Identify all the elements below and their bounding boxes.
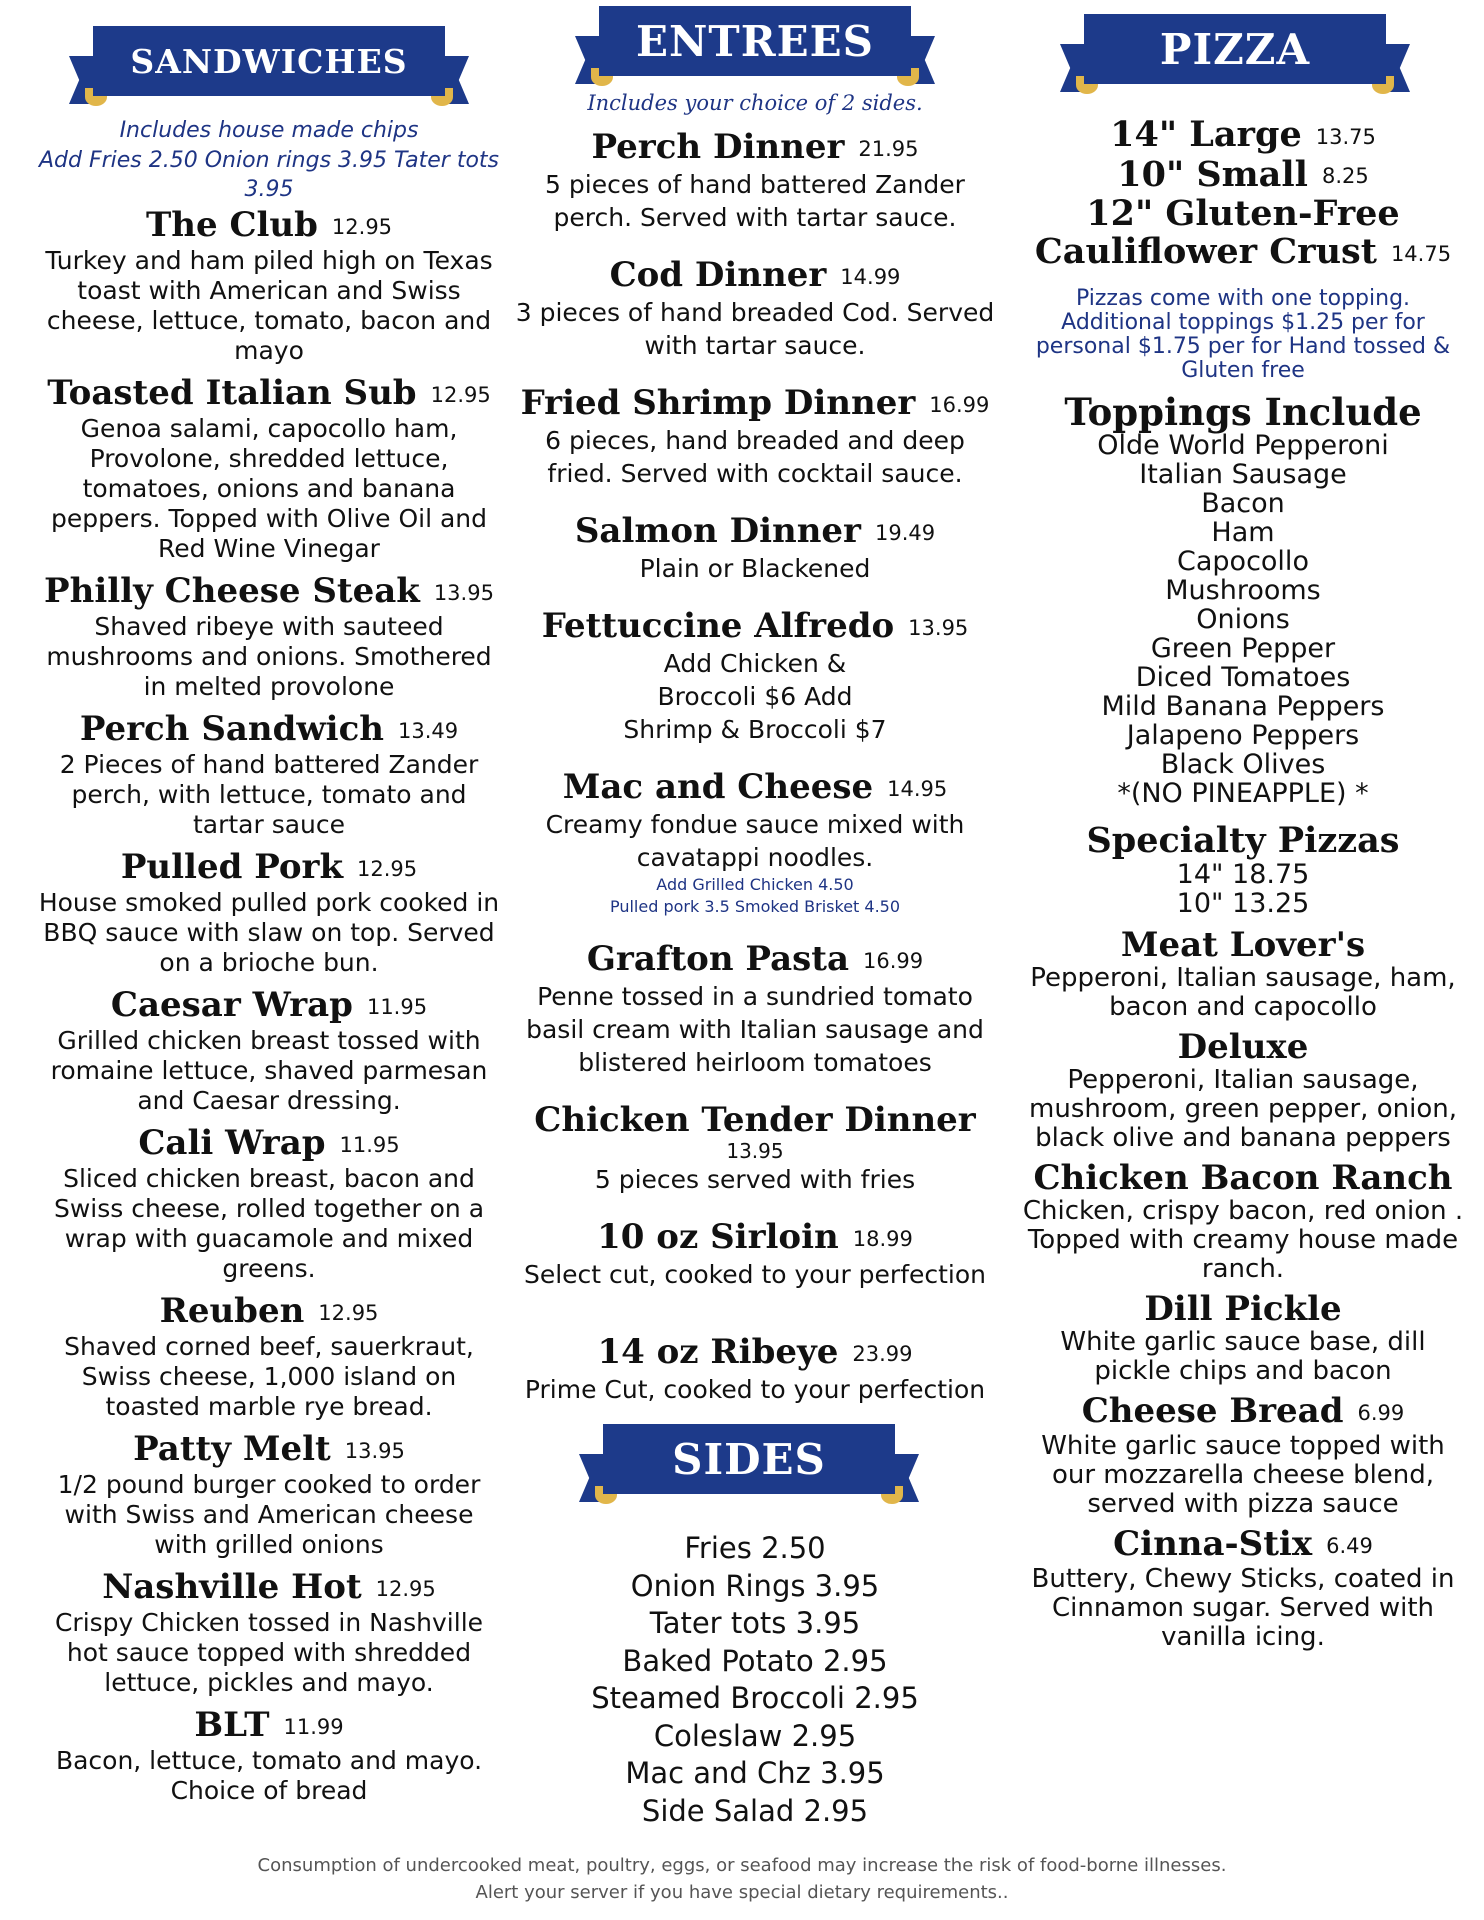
sandwiches-column (36, 0, 502, 1814)
size-price: 8.25 (1321, 164, 1369, 188)
item-name: BLT (194, 1705, 270, 1745)
item-description: Crispy Chicken tossed in Nashville hot sauce topped with shredded lettuce, pickles and mayo. (54, 1608, 484, 1697)
item-name: 14 oz Ribeye (597, 1332, 839, 1372)
side-item: Tater tots 3.95 (649, 1606, 861, 1640)
item-name: Nashville Hot (102, 1567, 362, 1607)
item-price: 13.95 (433, 581, 494, 605)
item-name: Meat Lover's (1120, 924, 1366, 965)
item-price: 12.95 (318, 1301, 379, 1325)
item-price: 21.95 (858, 137, 919, 161)
item-description: 5 pieces of hand battered Zander perch. Served with tartar sauce. (545, 170, 965, 232)
item-name: Dill Pickle (1144, 1288, 1342, 1329)
item-name: Cali Wrap (138, 1123, 326, 1163)
item-description: Plain or Blackened (639, 554, 871, 583)
toppings-title: Toppings Include (1064, 389, 1422, 434)
item-price: 12.95 (357, 857, 418, 881)
side-item: Side Salad 2.95 (641, 1793, 869, 1828)
size-price: 13.75 (1315, 124, 1376, 149)
menu-item (36, 710, 502, 840)
item-description: Buttery, Chewy Sticks, coated in Cinnamon sugar. Served with vanilla icing. (1031, 1563, 1455, 1652)
item-description: Penne tossed in a sundried tomato basil cream with Italian sausage and blistered heirloom tomatoes (526, 982, 984, 1077)
item-name: The Club (145, 205, 318, 245)
topping-item: Jalapeno Peppers (1126, 719, 1360, 751)
side-item: Coleslaw 2.95 (653, 1718, 857, 1753)
sandwiches-title: SANDWICHES (93, 26, 445, 96)
menu-item (1020, 1290, 1466, 1386)
item-price: 11.99 (283, 1715, 344, 1739)
menu-item (512, 768, 998, 918)
topping-item: Black Olives (1160, 748, 1326, 780)
item-price: 14.99 (840, 265, 901, 289)
menu-item (1020, 1392, 1466, 1519)
entrees-banner (575, 6, 935, 86)
menu-item (512, 1218, 998, 1291)
side-item: Onion Rings 3.95 (630, 1568, 880, 1603)
item-price: 13.95 (344, 1439, 405, 1463)
pizza-topping-note: Pizzas come with one topping. Additional toppings $1.25 per for personal $1.75 per for Hand tossed & Gluten free (1035, 285, 1451, 383)
menu-item (36, 374, 502, 564)
item-name: Mac and Cheese (562, 767, 874, 807)
pizza-banner (1060, 14, 1410, 94)
topping-item: Olde World Pepperoni (1097, 429, 1389, 461)
topping-item: Mushrooms (1165, 574, 1321, 606)
menu-item (512, 940, 998, 1079)
item-description: Turkey and ham piled high on Texas toast with American and Swiss cheese, lettuce, tomato, bacon and mayo (45, 246, 493, 365)
item-description: Shaved corned beef, sauerkraut, Swiss cheese, 1,000 island on toasted marble rye bread. (64, 1332, 474, 1421)
item-name: Deluxe (1177, 1026, 1309, 1067)
item-addon: Add Grilled Chicken 4.50 (656, 875, 854, 894)
specialty-price-small: 10" 13.25 (1176, 887, 1310, 919)
topping-item: Mild Banana Peppers (1101, 690, 1385, 722)
item-price: 11.95 (339, 1133, 400, 1157)
item-price: 13.49 (398, 719, 459, 743)
item-description: Bacon, lettuce, tomato and mayo. Choice of bread (55, 1746, 483, 1805)
item-name: Grafton Pasta (586, 939, 849, 979)
item-name: Perch Dinner (591, 127, 845, 167)
topping-item: Diced Tomatoes (1135, 661, 1351, 693)
entrees-title: ENTREES (599, 6, 911, 76)
size-name: 12" Gluten-Free Cauliflower Crust (1034, 193, 1400, 272)
side-item: Baked Potato 2.95 (622, 1643, 888, 1678)
item-price: 19.49 (874, 521, 936, 545)
item-price: 16.99 (862, 949, 924, 973)
item-price: 6.99 (1357, 1400, 1405, 1425)
item-description: 6 pieces, hand breaded and deep fried. Served with cocktail sauce. (545, 426, 965, 488)
menu-item (36, 848, 502, 978)
item-name: Fried Shrimp Dinner (520, 383, 916, 423)
item-description: Sliced chicken breast, bacon and Swiss cheese, rolled together on a wrap with guacamole and mixed greens. (53, 1164, 485, 1283)
toppings-list (1020, 431, 1466, 808)
item-description: 2 Pieces of hand battered Zander perch, with lettuce, tomato and tartar sauce (59, 750, 479, 839)
pizza-sizes (1020, 116, 1466, 273)
entrees-column (512, 0, 998, 1830)
menu-item (36, 206, 502, 366)
item-description: White garlic sauce topped with our mozzarella cheese blend, served with pizza sauce (1041, 1430, 1445, 1519)
item-name: Cinna-Stix (1113, 1523, 1313, 1564)
menu-item (512, 384, 998, 490)
item-name: Perch Sandwich (79, 709, 384, 749)
menu-item (36, 1292, 502, 1422)
item-description: Grilled chicken breast tossed with romaine lettuce, shaved parmesan and Caesar dressing. (50, 1026, 488, 1115)
item-description: 5 pieces served with fries (594, 1165, 916, 1194)
size-name: 10" Small (1117, 153, 1308, 195)
item-price: 23.99 (852, 1342, 913, 1366)
item-description: 3 pieces of hand breaded Cod. Served with tartar sauce. (515, 298, 995, 360)
item-price: 16.99 (929, 393, 990, 417)
item-description: Chicken, crispy bacon, red onion . Topped with creamy house made ranch. (1022, 1195, 1464, 1284)
footer-line: Consumption of undercooked meat, poultry, eggs, or seafood may increase the risk of food-borne illnesses. (257, 1855, 1227, 1876)
pizza-column (1020, 0, 1466, 1658)
item-description: Prime Cut, cooked to your perfection (524, 1375, 986, 1404)
item-name: Toasted Italian Sub (47, 373, 417, 413)
menu-item (1020, 926, 1466, 1022)
topping-item: Bacon (1201, 487, 1285, 519)
item-name: Salmon Dinner (574, 511, 861, 551)
menu-item (36, 1124, 502, 1284)
item-price: 18.99 (852, 1227, 913, 1251)
item-price: 12.95 (331, 215, 393, 239)
entrees-note: Includes your choice of 2 sides. (587, 91, 923, 115)
item-price: 13.95 (726, 1139, 784, 1163)
menu-item (36, 572, 502, 702)
item-description: Creamy fondue sauce mixed with cavatappi noodles. (545, 810, 965, 872)
item-name: Reuben (159, 1291, 305, 1331)
item-addon: Pulled pork 3.5 Smoked Brisket 4.50 (609, 897, 901, 916)
item-name: Cod Dinner (609, 255, 827, 295)
menu-item (36, 1568, 502, 1698)
item-name: Pulled Pork (120, 847, 344, 887)
menu-item (1020, 1028, 1466, 1153)
specialty-price-large: 14" 18.75 (1176, 858, 1310, 890)
item-name: Caesar Wrap (110, 985, 353, 1025)
topping-item: *(NO PINEAPPLE) * (1117, 777, 1369, 809)
item-description: Select cut, cooked to your perfection (523, 1260, 987, 1289)
topping-item: Italian Sausage (1139, 458, 1347, 490)
menu-item (36, 1706, 502, 1806)
item-description: House smoked pulled pork cooked in BBQ sauce with slaw on top. Served on a brioche bun. (38, 888, 500, 977)
sandwiches-note-addons: Add Fries 2.50 Onion rings 3.95 Tater tots 3.95 (38, 148, 499, 202)
menu-item (512, 256, 998, 362)
item-price: 11.95 (366, 995, 428, 1019)
item-name: 10 oz Sirloin (597, 1217, 839, 1257)
topping-item: Capocollo (1177, 545, 1309, 577)
item-description: Shaved ribeye with sauteed mushrooms and onions. Smothered in melted provolone (46, 612, 492, 701)
item-description: Pepperoni, Italian sausage, ham, bacon and capocollo (1030, 962, 1456, 1022)
menu-item (36, 986, 502, 1116)
side-item: Mac and Chz 3.95 (625, 1756, 885, 1790)
item-price: 14.95 (887, 777, 948, 801)
sides-title: SIDES (603, 1424, 895, 1494)
item-price: 6.49 (1326, 1533, 1373, 1558)
menu-item (512, 512, 998, 585)
topping-item: Ham (1211, 516, 1275, 548)
menu-item (1020, 1525, 1466, 1652)
menu-item (512, 128, 998, 234)
item-name: Philly Cheese Steak (44, 571, 420, 611)
size-price: 14.75 (1390, 241, 1452, 266)
menu-item (512, 1101, 998, 1196)
item-name: Fettuccine Alfredo (541, 606, 895, 646)
side-item: Steamed Broccoli 2.95 (591, 1681, 919, 1715)
sides-banner (579, 1424, 919, 1504)
menu-item (1020, 1159, 1466, 1284)
size-name: 14" Large (1110, 114, 1302, 155)
item-description: 1/2 pound burger cooked to order with Swiss and American cheese with grilled onions (57, 1470, 481, 1559)
item-description: Pepperoni, Italian sausage, mushroom, green pepper, onion, black olive and banana peppers (1029, 1064, 1457, 1153)
menu-item (512, 1333, 998, 1406)
pizza-title: PIZZA (1084, 14, 1386, 84)
item-description: Genoa salami, capocollo ham, Provolone, shredded lettuce, tomatoes, onions and banana peppers. Topped with Olive Oil and Red Wine Vinegar (50, 414, 488, 563)
sandwiches-banner (69, 26, 469, 106)
item-name: Cheese Bread (1081, 1390, 1344, 1431)
item-price: 12.95 (375, 1577, 436, 1601)
item-name: Patty Melt (133, 1429, 331, 1469)
footer-line: Alert your server if you have special dietary requirements.. (475, 1882, 1009, 1903)
topping-item: Onions (1196, 603, 1290, 635)
sides-list (512, 1530, 998, 1830)
specialty-title: Specialty Pizzas (1086, 819, 1400, 861)
sandwiches-note-chips: Includes house made chips (119, 118, 419, 143)
side-item: Fries 2.50 (684, 1531, 826, 1565)
item-description: White garlic sauce base, dill pickle chips and bacon (1060, 1326, 1426, 1386)
menu-item (512, 607, 998, 746)
item-description: Add Chicken & Broccoli $6 Add Shrimp & Broccoli $7 (623, 649, 887, 744)
topping-item: Green Pepper (1150, 632, 1336, 664)
item-name: Chicken Tender Dinner (534, 1100, 976, 1140)
item-price: 13.95 (908, 616, 969, 640)
item-name: Chicken Bacon Ranch (1033, 1157, 1453, 1198)
menu-item (36, 1430, 502, 1560)
item-price: 12.95 (430, 383, 491, 407)
footer-disclaimer (0, 1852, 1484, 1906)
